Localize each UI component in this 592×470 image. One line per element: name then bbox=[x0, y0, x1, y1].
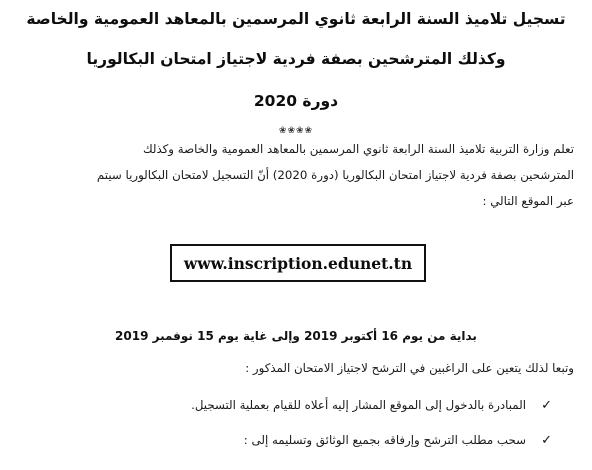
intro-line-3: عبر الموقع التالي : bbox=[482, 194, 574, 208]
checkmark-icon: ✓ bbox=[541, 398, 552, 413]
title-line-1: تسجيل تلاميذ السنة الرابعة ثانوي المرسمين بالمعاهد العمومية والخاصة bbox=[26, 10, 566, 28]
registration-dates: بداية من يوم 16 أكتوبر 2019 وإلى غاية يوم 15 نوفمبر 2019 bbox=[115, 329, 477, 343]
decorative-separator: ❀❀❀❀ bbox=[278, 126, 314, 136]
followup-text: وتبعا لذلك يتعين على الراغبين في الترشح لاجتياز الامتحان المذكور : bbox=[245, 361, 574, 375]
step-item-2 bbox=[32, 430, 552, 451]
step-text: المبادرة بالدخول إلى الموقع المشار إليه أعلاه للقيام بعملية التسجيل. bbox=[191, 398, 526, 412]
checkmark-icon: ✓ bbox=[541, 433, 552, 448]
step-text: سحب مطلب الترشح وإرفاقه بجميع الوثائق وتسليمه إلى : bbox=[243, 433, 526, 447]
intro-line-2: المترشحين بصفة فردية لاجتياز امتحان البكالوريا (دورة 2020) أنّ التسجيل لامتحان البكالوريا سيتم bbox=[96, 168, 574, 182]
title-line-2: وكذلك المترشحين بصفة فردية لاجتياز امتحان البكالوريا bbox=[86, 50, 506, 68]
website-box bbox=[170, 244, 426, 282]
step-item-1 bbox=[32, 395, 552, 416]
title-line-3: دورة 2020 bbox=[253, 92, 339, 110]
website-url[interactable]: www.inscription.edunet.tn bbox=[183, 253, 413, 273]
intro-line-1: تعلم وزارة التربية تلاميذ السنة الرابعة ثانوي المرسمين بالمعاهد العمومية والخاصة وكذلك bbox=[142, 142, 574, 156]
